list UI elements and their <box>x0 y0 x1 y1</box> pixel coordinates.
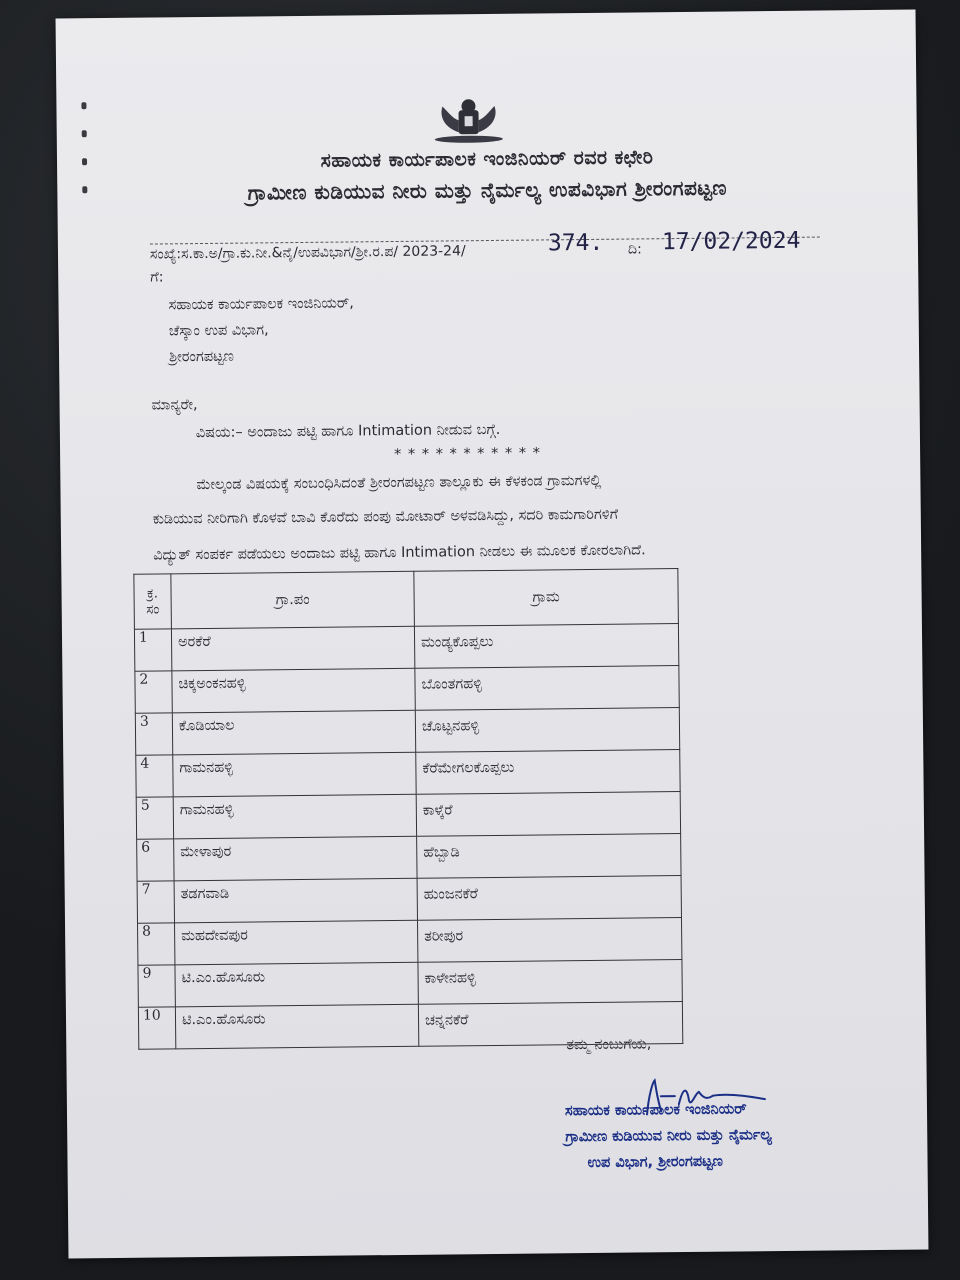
government-emblem-icon <box>428 92 509 145</box>
header-serial-no: ಕ್ರ. ಸಂ <box>134 574 172 629</box>
body-paragraph-line: ಕುಡಿಯುವ ನೀರಿಗಾಗಿ ಕೊಳವೆ ಬಾವಿ ಕೊರೆದು ಪಂಪು ಮೋಟಾರ್ ಅಳವಡಿಸಿದ್ದು, ಸದರಿ ಕಾಮಗಾರಿಗಳಿಗೆ <box>152 506 619 528</box>
body-paragraph-line: ವಿದ್ಯುತ್ ಸಂಪರ್ಕ ಪಡೆಯಲು ಅಂದಾಜು ಪಟ್ಟಿ ಹಾಗೂ Intimation ನೀಡಲು ಈ ಮೂಲಕ ಕೋರಲಾಗಿದೆ. <box>153 542 646 564</box>
gram-panchayat-cell: ಟಿ.ಎಂ.ಹೊಸೂರು <box>175 962 418 1007</box>
table-row <box>136 750 680 798</box>
office-title: ಸಹಾಯಕ ಕಾರ್ಯಪಾಲಕ ಇಂಜಿನಿಯರ್ ರವರ ಕಛೇರಿ <box>320 146 654 172</box>
separator-stars: * * * * * * * * * * * <box>394 445 542 464</box>
stamp-designation: ಸಹಾಯಕ ಕಾರ್ಯಪಾಲಕ ಇಂಜಿನಿಯರ್ <box>564 1101 747 1120</box>
table-row <box>138 918 682 966</box>
serial-number-cell: 1 <box>134 629 171 671</box>
header-gram-panchayat: ಗ್ರಾ.ಪಂ <box>171 571 415 629</box>
gram-panchayat-cell: ಕೊಡಿಯಾಲ <box>172 710 415 755</box>
village-cell: ಚೊಟ್ಟನಹಳ್ಳಿ <box>415 708 679 753</box>
village-cell: ಕಾಳೇನಹಳ್ಳಿ <box>418 960 682 1005</box>
serial-number-cell: 3 <box>135 713 172 755</box>
village-cell: ಬೊಂತಗಹಳ್ಳಿ <box>415 666 679 711</box>
table-row <box>137 834 681 882</box>
village-cell: ಹುಂಜನಕೆರೆ <box>417 876 681 921</box>
reference-line <box>149 227 820 267</box>
village-cell: ಮಂಡ್ಯಕೊಪ್ಪಲು <box>414 624 678 669</box>
stamp-location: ಉಪ ವಿಭಾಗ, ಶ್ರೀರಂಗಪಟ್ಟಣ <box>587 1153 723 1172</box>
reference-number: ಸಂಖ್ಯೆ:ಸ.ಕಾ.ಅ/ಗ್ರಾ.ಕು.ನೀ.&ನೈ/ಉಪವಿಭಾಗ/ಶ್ರೀ.ರ.ಪ/ 2023-24/ <box>149 243 466 263</box>
handwritten-date: 17/02/2024 <box>661 227 801 256</box>
gram-panchayat-cell: ತಡಗವಾಡಿ <box>174 878 417 923</box>
handwritten-letter-number: 374. <box>547 229 604 257</box>
table-row <box>134 624 678 672</box>
table-header-row <box>134 569 679 630</box>
table-row <box>137 876 681 924</box>
serial-number-cell: 6 <box>137 839 174 881</box>
village-table <box>133 568 683 1050</box>
to-label: ಗೆ: <box>150 269 164 286</box>
gram-panchayat-cell: ಟಿ.ಎಂ.ಹೊಸೂರು <box>175 1004 418 1049</box>
recipient-line: ಶ್ರೀರಂಗಪಟ್ಟಣ <box>169 348 234 366</box>
punch-hole <box>81 102 86 109</box>
serial-number-cell: 8 <box>138 923 175 965</box>
serial-number-cell: 4 <box>136 755 173 797</box>
recipient-line: ಚೆಸ್ಕಾಂ ಉಪ ವಿಭಾಗ, <box>168 322 269 340</box>
gram-panchayat-cell: ಗಾಮನಹಳ್ಳಿ <box>173 794 416 839</box>
header-village: ಗ್ರಾಮ <box>414 569 679 627</box>
village-cell: ಹೆಬ್ಬಾಡಿ <box>417 834 681 879</box>
letter-page <box>56 10 929 1259</box>
village-cell: ಚನ್ನನಕೆರೆ <box>418 1002 682 1047</box>
recipient-line: ಸಹಾಯಕ ಕಾರ್ಯಪಾಲಕ ಇಂಜಿನಿಯರ್, <box>168 295 354 314</box>
table-row <box>136 792 680 840</box>
serial-number-cell: 7 <box>137 881 174 923</box>
serial-number-cell: 5 <box>136 797 173 839</box>
serial-number-cell: 2 <box>135 671 172 713</box>
gram-panchayat-cell: ಚಿಕ್ಕಅಂಕನಹಳ್ಳಿ <box>172 668 415 713</box>
table-row <box>135 666 679 714</box>
stamp-office: ಗ್ರಾಮೀಣ ಕುಡಿಯುವ ನೀರು ಮತ್ತು ನೈರ್ಮಲ್ಯ <box>565 1127 772 1146</box>
subject-line: ವಿಷಯ:– ಅಂದಾಜು ಪಟ್ಟಿ ಹಾಗೂ Intimation ನೀಡುವ ಬಗ್ಗೆ. <box>195 421 501 442</box>
body-paragraph-line: ಮೇಲ್ಕಂಡ ವಿಷಯಕ್ಕೆ ಸಂಬಂಧಿಸಿದಂತೆ ಶ್ರೀರಂಗಪಟ್ಟಣ ತಾಲ್ಲೂಕು ಈ ಕೆಳಕಂಡ ಗ್ರಾಮಗಳಲ್ಲಿ <box>196 472 602 494</box>
gram-panchayat-cell: ಮೇಳಾಪುರ <box>174 836 417 881</box>
closing-text: ತಮ್ಮ ನಂಬುಗೆಯ, <box>566 1036 652 1054</box>
date-label: ದಿ: <box>627 241 642 258</box>
salutation: ಮಾನ್ಯರೇ, <box>151 397 198 414</box>
table-row <box>138 960 682 1008</box>
village-cell: ಕೆರೆಮೇಗಲಕೊಪ್ಪಲು <box>416 750 680 795</box>
village-cell: ಕಾಳ್ಕೆರೆ <box>416 792 680 837</box>
division-title: ಗ್ರಾಮೀಣ ಕುಡಿಯುವ ನೀರು ಮತ್ತು ನೈರ್ಮಲ್ಯ ಉಪವಿಭಾಗ ಶ್ರೀರಂಗಪಟ್ಟಣ <box>247 175 728 205</box>
village-cell: ತರೀಪುರ <box>417 918 681 963</box>
gram-panchayat-cell: ಮಹದೇವಪುರ <box>175 920 418 965</box>
serial-number-cell: 10 <box>138 1007 175 1049</box>
gram-panchayat-cell: ಅರಕೆರೆ <box>171 626 414 671</box>
punch-hole <box>82 130 87 137</box>
serial-number-cell: 9 <box>138 965 175 1007</box>
gram-panchayat-cell: ಗಾಮನಹಳ್ಳಿ <box>173 752 416 797</box>
table-row <box>135 708 679 756</box>
